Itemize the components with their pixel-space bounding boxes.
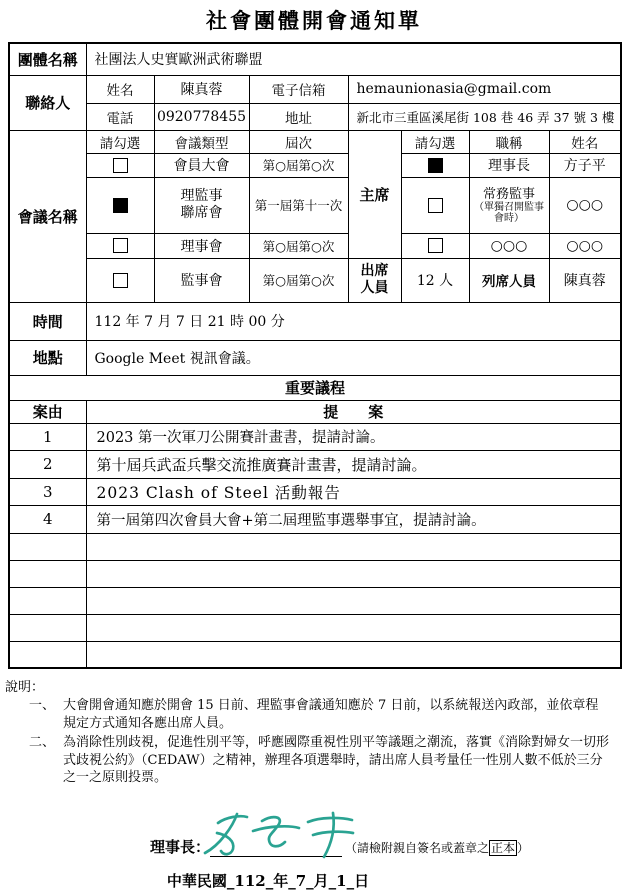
meeting-session-header: 屆次 <box>249 130 348 153</box>
chair-name-cell: 方子平 <box>549 153 621 177</box>
contact-address-label: 地址 <box>249 103 348 130</box>
observers-label: 列席人員 <box>469 258 549 302</box>
table-row <box>9 614 621 641</box>
agenda-case-header: 案由 <box>9 400 86 423</box>
meeting-type-cell: 理事會 <box>154 233 249 258</box>
org-name-value: 社團法人史實歐洲武術聯盟 <box>86 43 621 75</box>
table-row <box>9 478 621 505</box>
chair-check-header: 請勾選 <box>401 130 469 153</box>
attendees-count: 12 人 <box>401 258 469 302</box>
agenda-row-text: 2023 第一次軍刀公開賽計畫書，提請討論。 <box>86 423 621 450</box>
table-row <box>9 423 621 450</box>
meeting-type-cell: 監事會 <box>154 258 249 302</box>
meeting-session-cell: 第○屆第○次 <box>249 233 348 258</box>
table-row <box>9 450 621 478</box>
chair-name-cell: ○○○ <box>549 177 621 233</box>
place-label: 地點 <box>9 340 86 375</box>
meeting-session-cell: 第○屆第○次 <box>249 153 348 177</box>
notes-label: 說明： <box>5 680 45 695</box>
agenda-row-text: 第一屆第四次會員大會+第二屆理監事選舉事宜，提請討論。 <box>86 505 621 533</box>
observers-value: 陳真蓉 <box>549 258 621 302</box>
agenda-row-text: 第十屆兵武盃兵擊交流推廣賽計畫書，提請討論。 <box>86 450 621 478</box>
meeting-type-header: 會議類型 <box>154 130 249 153</box>
page-title: 社會團體開會通知單 <box>206 8 422 33</box>
chair-title-note: （單獨召開監事會時） <box>474 201 544 224</box>
signature-handwriting-icon <box>196 808 366 862</box>
contact-email-label: 電子信箱 <box>249 75 348 103</box>
meeting-type-cell: 會員大會 <box>154 153 249 177</box>
chair-title-header: 職稱 <box>469 130 549 153</box>
meeting-notice-table <box>8 42 622 669</box>
contact-phone-label: 電話 <box>86 103 154 130</box>
org-name-label: 團體名稱 <box>9 43 86 75</box>
checkbox-joint-board-meeting[interactable] <box>113 198 128 213</box>
contact-name-value: 陳真蓉 <box>154 75 249 103</box>
note-number: 一、 <box>29 698 56 713</box>
signature-note: （請檢附親自簽名或蓋章之 正本 ） <box>345 840 530 855</box>
table-row <box>9 560 621 587</box>
place-value: Google Meet 視訊會議。 <box>86 340 621 375</box>
agenda-row-text: 2023 Clash of Steel 活動報告 <box>86 478 621 505</box>
roc-date-line: 中華民國_112_年_7_月_1_日 <box>166 871 370 890</box>
table-row <box>9 505 621 533</box>
table-row <box>9 641 621 668</box>
chair-name-header: 姓名 <box>549 130 621 153</box>
meeting-name-label: 會議名稱 <box>9 130 86 302</box>
agenda-row-no: 4 <box>9 505 86 533</box>
chair-title-cell: 理事長 <box>469 153 549 177</box>
chair-label: 主席 <box>348 130 401 258</box>
table-row <box>9 153 621 177</box>
notes-section <box>5 676 628 787</box>
note-text: 為消除性別歧視，促進性別平等，呼應國際重視性別平等議題之潮流，落實《消除對婦女一切形式歧視公約》（CEDAW）之精神，辦理各項選舉時，請出席人員考量任一性別人數不低於三分之一之原則投票。 <box>63 735 610 785</box>
table-row <box>9 177 621 233</box>
agenda-section-header: 重要議程 <box>9 375 621 400</box>
agenda-row-no: 2 <box>9 450 86 478</box>
contact-label: 聯絡人 <box>9 75 86 130</box>
meeting-session-cell: 第○屆第○次 <box>249 258 348 302</box>
note-item-2 <box>5 734 628 787</box>
time-label: 時間 <box>9 302 86 340</box>
table-row <box>9 533 621 560</box>
checkbox-member-assembly[interactable] <box>113 158 128 173</box>
contact-email-value: hemaunionasia@gmail.com <box>348 75 621 103</box>
checkbox-standing-supervisor[interactable] <box>428 198 443 213</box>
meeting-check-header: 請勾選 <box>86 130 154 153</box>
checkbox-other-chair[interactable] <box>428 238 443 253</box>
meeting-type-cell: 理監事 聯席會 <box>154 177 249 233</box>
agenda-row-no: 3 <box>9 478 86 505</box>
attendees-label: 出席 人員 <box>348 258 401 302</box>
chair-title-cell: ○○○ <box>469 233 549 258</box>
time-value: 112 年 7 月 7 日 21 時 00 分 <box>86 302 621 340</box>
chairman-signature-label: 理事長： <box>150 837 211 856</box>
checkbox-board-of-directors[interactable] <box>113 238 128 253</box>
contact-name-label: 姓名 <box>86 75 154 103</box>
contact-address-value: 新北市三重區溪尾街 108 巷 46 弄 37 號 3 樓 <box>348 103 621 130</box>
agenda-row-no: 1 <box>9 423 86 450</box>
original-copy-box: 正本 <box>491 840 516 855</box>
checkbox-board-of-supervisors[interactable] <box>113 273 128 288</box>
note-number: 二、 <box>29 735 56 750</box>
table-row <box>9 587 621 614</box>
note-text: 大會開會通知應於開會 15 日前、理監事會議通知應於 7 日前，以系統報送內政部，並依章程規定方式通知各應出席人員。 <box>63 698 599 731</box>
checkbox-chairman[interactable] <box>428 158 443 173</box>
agenda-proposal-header: 提 案 <box>86 400 621 423</box>
chair-name-cell: ○○○ <box>549 233 621 258</box>
contact-phone-value: 0920778455 <box>154 103 249 130</box>
signature-line <box>210 837 342 857</box>
table-row <box>9 258 621 302</box>
meeting-session-cell: 第一屆第十一次 <box>249 177 348 233</box>
signature-row <box>0 833 628 857</box>
note-item-1 <box>5 697 628 732</box>
chair-title-cell: 常務監事 （單獨召開監事會時） <box>469 177 549 233</box>
table-row <box>9 233 621 258</box>
